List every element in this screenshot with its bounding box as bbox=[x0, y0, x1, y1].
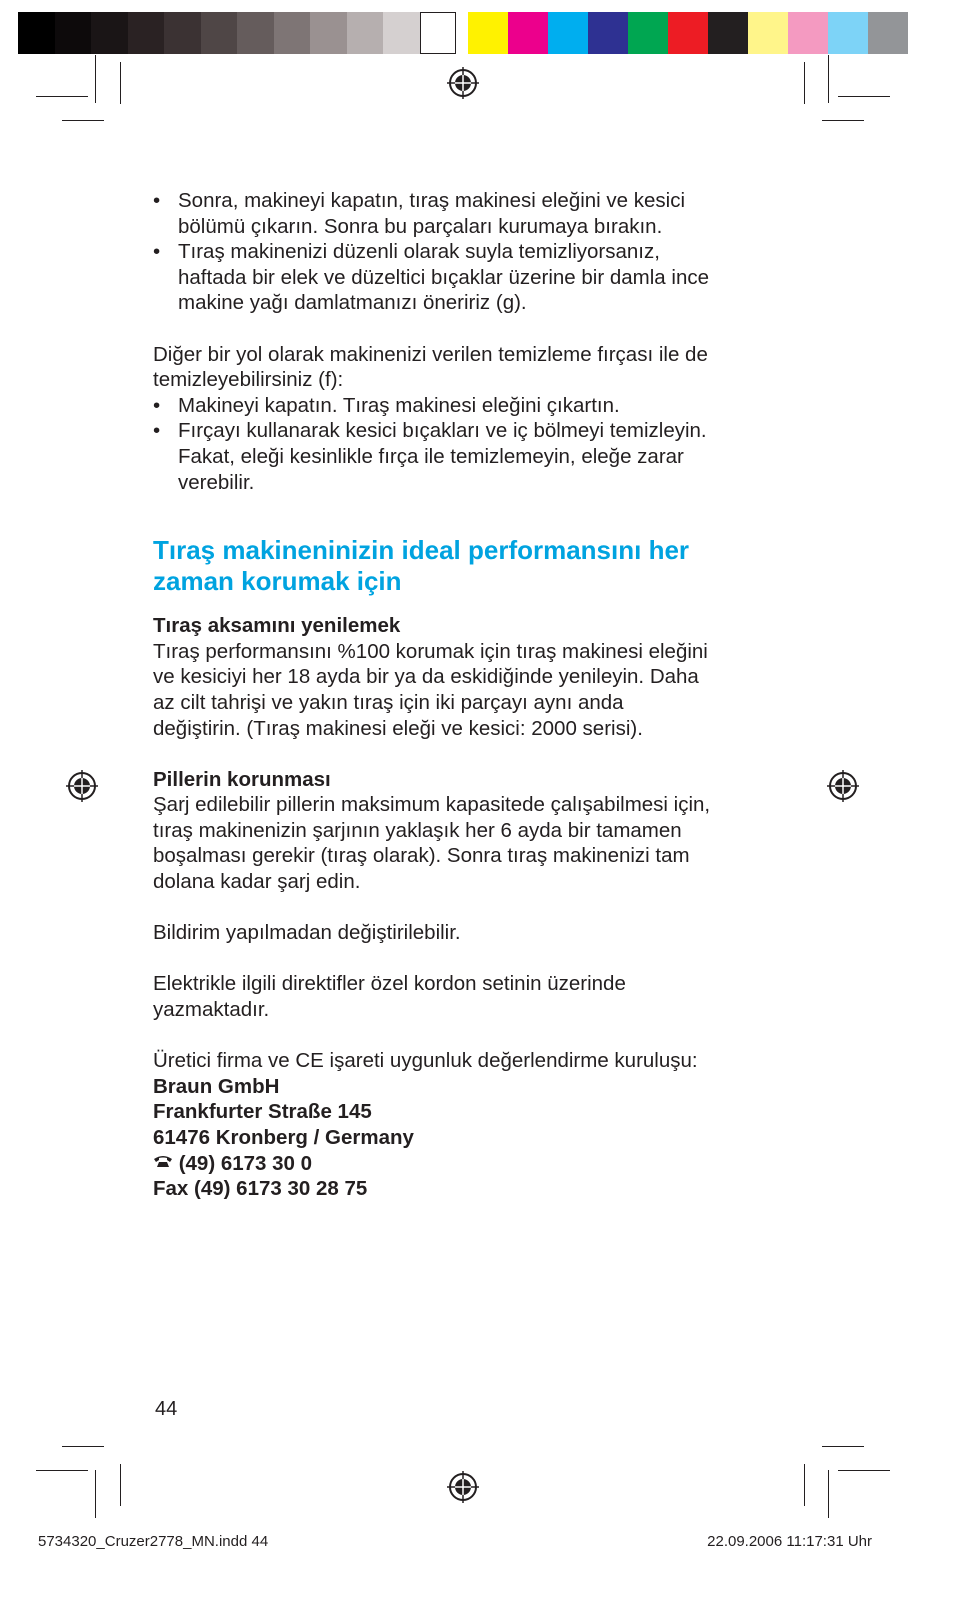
paragraph-line: tıraş makinenizin şarjının yaklaşık her 6 ayda bir tamamen bbox=[153, 818, 682, 842]
crop-mark bbox=[36, 96, 88, 97]
crop-mark bbox=[62, 1446, 104, 1447]
list-item-line: Makineyi kapatın. Tıraş makinesi eleğini çıkartın. bbox=[178, 393, 620, 417]
color-swatch bbox=[668, 12, 708, 54]
list-item-line: Fırçayı kullanarak kesici bıçakları ve iç bölmeyi temizleyin. bbox=[178, 419, 707, 443]
list-item-line: verebilir. bbox=[178, 470, 255, 494]
crop-mark bbox=[822, 1446, 864, 1447]
registration-mark-icon bbox=[447, 1471, 479, 1503]
footer-timestamp: 22.09.2006 11:17:31 Uhr bbox=[707, 1533, 872, 1550]
color-swatch bbox=[748, 12, 788, 54]
color-swatch bbox=[548, 12, 588, 54]
color-swatch bbox=[588, 12, 628, 54]
crop-mark bbox=[120, 1464, 121, 1506]
crop-mark bbox=[36, 1470, 88, 1471]
list-item-line: Fakat, eleği kesinlikle fırça ile temizlemeyin, eleğe zarar bbox=[178, 444, 684, 468]
footer-filename: 5734320_Cruzer2778_MN.indd 44 bbox=[38, 1533, 269, 1550]
manufacturer-intro: Üretici firma ve CE işareti uygunluk değerlendirme kuruluşu: bbox=[153, 1049, 698, 1073]
color-swatch bbox=[237, 12, 274, 54]
paragraph-line: Tıraş performansını %100 korumak için tıraş makinesi eleğini bbox=[153, 639, 708, 663]
directive-line: yazmaktadır. bbox=[153, 998, 270, 1022]
paragraph-line: dolana kadar şarj edin. bbox=[153, 870, 361, 894]
crop-mark bbox=[95, 1470, 96, 1518]
paragraph-line: Şarj edilebilir pillerin maksimum kapasitede çalışabilmesi için, bbox=[153, 793, 711, 817]
color-swatch bbox=[383, 12, 420, 54]
color-swatch bbox=[91, 12, 128, 54]
crop-mark bbox=[804, 1464, 805, 1506]
paragraph-line: boşalması gerekir (tıraş olarak). Sonra tıraş makinenizi tam bbox=[153, 844, 690, 868]
color-swatch bbox=[508, 12, 548, 54]
color-swatch bbox=[128, 12, 165, 54]
color-swatch bbox=[164, 12, 201, 54]
page-number: 44 bbox=[155, 1398, 178, 1420]
crop-mark bbox=[828, 55, 829, 103]
list-item-line: Sonra, makineyi kapatın, tıraş makinesi eleğini ve kesici bbox=[178, 189, 686, 212]
color-swatch bbox=[55, 12, 92, 54]
subsection-title: Pillerin korunması bbox=[153, 767, 331, 791]
registration-mark-icon bbox=[447, 67, 479, 99]
list-item bbox=[153, 393, 793, 419]
crop-mark bbox=[828, 1470, 829, 1518]
crop-mark bbox=[838, 1470, 890, 1471]
crop-mark bbox=[62, 120, 104, 121]
color-calibration-bar bbox=[468, 12, 908, 54]
phone-number: (49) 6173 30 0 bbox=[178, 1151, 313, 1175]
list-item-line: Tıraş makinenizi düzenli olarak suyla temizliyorsanız, bbox=[178, 240, 660, 264]
color-swatch bbox=[788, 12, 828, 54]
bullet: • bbox=[153, 419, 161, 443]
color-swatch bbox=[201, 12, 238, 54]
street-address: Frankfurter Straße 145 bbox=[153, 1100, 372, 1124]
bullet: • bbox=[153, 393, 161, 417]
list-item-line: bölümü çıkarın. Sonra bu parçaları kurumaya bırakın. bbox=[178, 214, 663, 238]
list-item bbox=[153, 239, 793, 316]
paragraph-line: ve kesiciyi her 18 ayda bir ya da eskidiğinde yenileyin. Daha bbox=[153, 665, 699, 689]
notice-text: Bildirim yapılmadan değiştirilebilir. bbox=[153, 921, 461, 945]
color-swatch bbox=[310, 12, 347, 54]
crop-mark bbox=[822, 120, 864, 121]
color-swatch bbox=[828, 12, 868, 54]
fax-number: Fax (49) 6173 30 28 75 bbox=[153, 1177, 368, 1201]
section-heading: zaman korumak için bbox=[153, 566, 402, 597]
color-swatch bbox=[274, 12, 311, 54]
city-address: 61476 Kronberg / Germany bbox=[153, 1126, 414, 1149]
color-swatch bbox=[708, 12, 748, 54]
list-item bbox=[153, 188, 793, 239]
registration-mark-icon bbox=[827, 770, 859, 802]
phone-icon bbox=[153, 1154, 173, 1168]
color-swatch bbox=[868, 12, 908, 54]
paragraph-line: değiştirin. (Tıraş makinesi eleği ve kesici: 2000 serisi). bbox=[153, 716, 643, 740]
company-name: Braun GmbH bbox=[153, 1074, 280, 1098]
directive-line: Elektrikle ilgili direktifler özel kordon setinin üzerinde bbox=[153, 972, 626, 996]
subsection-title: Tıraş aksamını yenilemek bbox=[153, 614, 401, 638]
page-content bbox=[153, 188, 793, 1202]
color-swatch bbox=[468, 12, 508, 54]
alt-intro-line: temizleyebilirsiniz (f): bbox=[153, 368, 344, 392]
registration-mark-icon bbox=[66, 770, 98, 802]
color-swatch bbox=[18, 12, 55, 54]
crop-mark bbox=[95, 55, 96, 103]
phone-line bbox=[153, 1151, 793, 1177]
paragraph-line: az cilt tahrişi ve yakın tıraş için iki parçayı aynı anda bbox=[153, 690, 624, 714]
bullet: • bbox=[153, 240, 161, 264]
section-heading: Tıraş makineninizin ideal performansını her bbox=[153, 535, 690, 566]
crop-mark bbox=[804, 62, 805, 104]
grayscale-calibration-bar bbox=[18, 12, 456, 54]
crop-mark bbox=[838, 96, 890, 97]
color-swatch bbox=[420, 12, 457, 54]
crop-mark bbox=[120, 62, 121, 104]
color-swatch bbox=[347, 12, 384, 54]
color-swatch bbox=[628, 12, 668, 54]
bullet: • bbox=[153, 189, 161, 212]
list-item-line: haftada bir elek ve düzeltici bıçaklar üzerine bir damla ince bbox=[178, 265, 709, 289]
list-item bbox=[153, 418, 793, 495]
alt-intro-line: Diğer bir yol olarak makinenizi verilen temizleme fırçası ile de bbox=[153, 342, 708, 366]
list-item-line: makine yağı damlatmanızı öneririz (g). bbox=[178, 291, 527, 315]
